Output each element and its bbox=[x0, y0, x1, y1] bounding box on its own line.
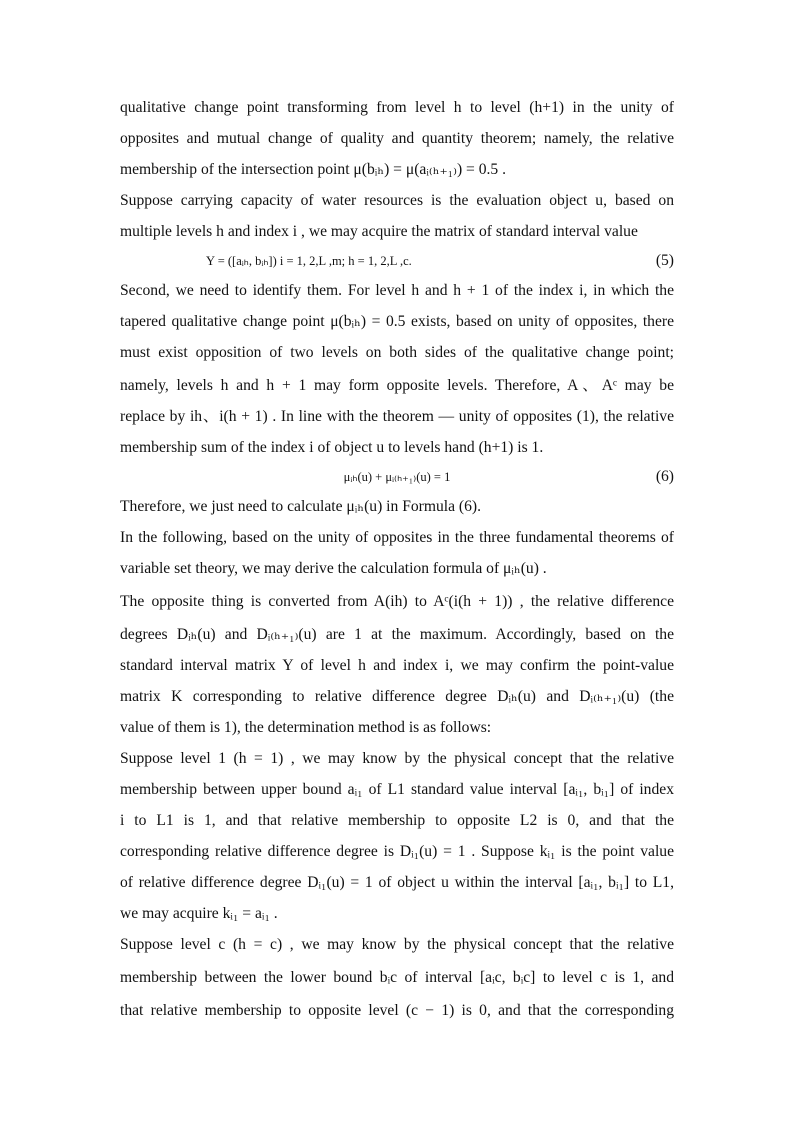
paragraph-line: Second, we need to identify them. For level h and h + 1 of the index i, in which the bbox=[120, 282, 674, 299]
paragraph-line: that relative membership to opposite level (c − 1) is 0, and that the corresponding bbox=[120, 1002, 674, 1019]
paragraph-line: Therefore, we just need to calculate μᵢₕ(u) in Formula (6). bbox=[120, 498, 482, 515]
equation-number: (5) bbox=[655, 252, 674, 269]
paragraph-line: membership between the lower bound bᵢc of interval [aᵢc, bᵢc] to level c is 1, and bbox=[120, 969, 674, 986]
paragraph-line: tapered qualitative change point μ(bᵢₕ) = 0.5 exists, based on unity of opposites, there bbox=[120, 313, 674, 330]
paragraph-line: of relative difference degree Dᵢ₁(u) = 1 of object u within the interval [aᵢ₁, bᵢ₁] to L1, bbox=[120, 874, 674, 891]
equation-line bbox=[120, 463, 674, 491]
paragraph-line: qualitative change point transforming from level h to level (h+1) in the unity of bbox=[120, 99, 674, 116]
paragraph-line: value of them is 1), the determination method is as follows: bbox=[120, 719, 492, 736]
paragraph-line: opposites and mutual change of quality and quantity theorem; namely, the relative bbox=[120, 130, 674, 147]
paragraph-line: standard interval matrix Y of level h and index i, we may confirm the point-value bbox=[120, 657, 674, 674]
paragraph-line: we may acquire kᵢ₁ = aᵢ₁ . bbox=[120, 905, 278, 922]
paragraph-line: membership between upper bound aᵢ₁ of L1 standard value interval [aᵢ₁, bᵢ₁] of index bbox=[120, 781, 674, 798]
equation-number: (6) bbox=[655, 468, 674, 485]
paragraph-line: degrees Dᵢₕ(u) and Dᵢ₍ₕ₊₁₎(u) are 1 at the maximum. Accordingly, based on the bbox=[120, 626, 674, 643]
paragraph-line: variable set theory, we may derive the calculation formula of μᵢₕ(u) . bbox=[120, 560, 547, 577]
paragraph-line: matrix K corresponding to relative difference degree Dᵢₕ(u) and Dᵢ₍ₕ₊₁₎(u) (the bbox=[120, 688, 674, 705]
equation-6: μᵢₕ(u) + μᵢ₍ₕ₊₁₎(u) = 1 bbox=[343, 470, 451, 484]
equation-line bbox=[120, 247, 674, 275]
paragraph-line: Suppose level 1 (h = 1) , we may know by the physical concept that the relative bbox=[120, 750, 674, 767]
paragraph-line: The opposite thing is converted from A(ih) to Aᶜ(i(h + 1)) , the relative difference bbox=[120, 593, 674, 610]
paragraph-line: membership sum of the index i of object u to levels hand (h+1) is 1. bbox=[120, 439, 544, 456]
paragraph-line: must exist opposition of two levels on both sides of the qualitative change point; bbox=[120, 344, 674, 361]
paragraph-line: In the following, based on the unity of opposites in the three fundamental theorems of bbox=[120, 529, 674, 546]
equation-5: Y = ([aᵢₕ, bᵢₕ]) i = 1, 2,L ,m; h = 1, 2,L ,c. bbox=[206, 254, 412, 268]
paragraph-line: membership of the intersection point μ(bᵢₕ) = μ(aᵢ₍ₕ₊₁₎) = 0.5 . bbox=[120, 161, 507, 178]
paragraph-line: corresponding relative difference degree is Dᵢ₁(u) = 1 . Suppose kᵢ₁ is the point value bbox=[120, 843, 674, 860]
paragraph-line: i to L1 is 1, and that relative membership to opposite L2 is 0, and that the bbox=[120, 812, 674, 829]
paragraph-line: Suppose level c (h = c) , we may know by the physical concept that the relative bbox=[120, 936, 674, 953]
paragraph-line: replace by ih、i(h + 1) . In line with the theorem — unity of opposites (1), the relative bbox=[120, 408, 674, 425]
paragraph-line: multiple levels h and index i , we may acquire the matrix of standard interval value bbox=[120, 223, 638, 240]
paragraph-line: Suppose carrying capacity of water resources is the evaluation object u, based on bbox=[120, 192, 674, 209]
paper-page bbox=[120, 92, 674, 1026]
paragraph-line: namely, levels h and h + 1 may form opposite levels. Therefore, A、Aᶜ may be bbox=[120, 377, 674, 394]
